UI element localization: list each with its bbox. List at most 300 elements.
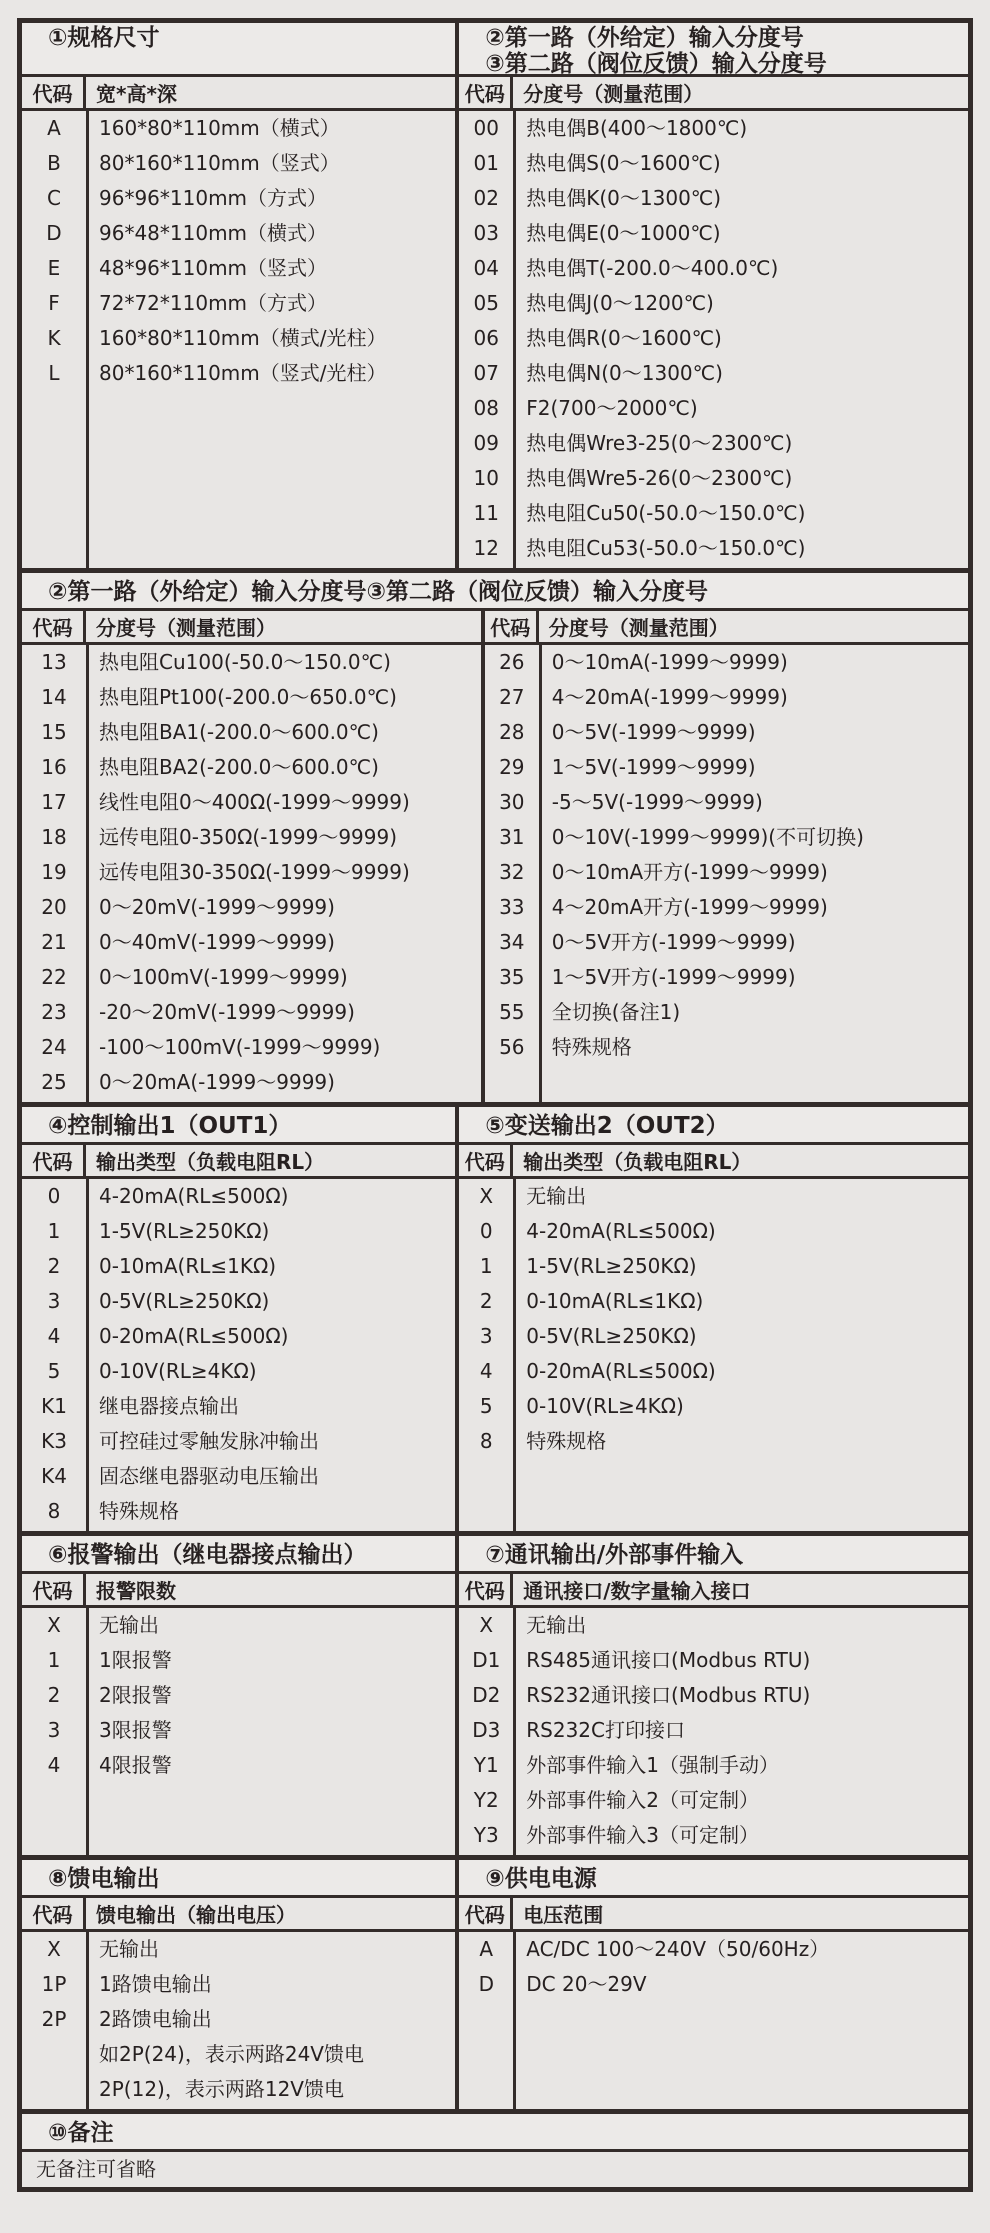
table-row bbox=[459, 286, 968, 321]
row-code: 29 bbox=[499, 755, 525, 779]
table-row bbox=[22, 321, 455, 356]
table-row bbox=[485, 645, 968, 680]
table-row bbox=[459, 1179, 968, 1214]
section-title-out1: ④控制输出1（OUT1） bbox=[22, 1107, 455, 1145]
row-code: 07 bbox=[473, 361, 499, 385]
column-header-code: 代码 bbox=[459, 1898, 513, 1929]
row-value: 0～100mV(-1999～9999) bbox=[99, 965, 348, 989]
row-value: 0～40mV(-1999～9999) bbox=[99, 930, 335, 954]
row-code: 12 bbox=[473, 536, 499, 560]
section-title-text: ①规格尺寸 bbox=[48, 25, 160, 51]
section-title-note: ⑩备注 bbox=[22, 2114, 968, 2152]
row-value: 0～20mA(-1999～9999) bbox=[99, 1070, 335, 1094]
row-value: 0～5V(-1999～9999) bbox=[551, 720, 756, 744]
table-row bbox=[22, 715, 481, 750]
row-value: 72*72*110mm（方式） bbox=[99, 291, 328, 315]
row-value: 热电偶B(400～1800℃) bbox=[526, 116, 748, 140]
table-body-feed bbox=[22, 1932, 455, 2109]
section-alarm-comm bbox=[22, 1531, 968, 1855]
row-code: 0 bbox=[47, 1184, 61, 1208]
table-row bbox=[459, 1643, 968, 1678]
row-value: 0～5V开方(-1999～9999) bbox=[551, 930, 796, 954]
row-value: 外部事件输入1（强制手动） bbox=[526, 1753, 779, 1777]
row-value: 特殊规格 bbox=[551, 1035, 632, 1059]
table-row bbox=[459, 1678, 968, 1713]
section-outputs bbox=[22, 1102, 968, 1531]
panel-input-head bbox=[455, 23, 968, 568]
row-value: 0-10mA(RL≤1KΩ) bbox=[526, 1289, 704, 1313]
table-row bbox=[22, 181, 455, 216]
table-body-out2 bbox=[459, 1179, 968, 1531]
row-value: 80*160*110mm（竖式） bbox=[99, 151, 340, 175]
table-row bbox=[22, 1424, 455, 1459]
table-row bbox=[22, 2072, 455, 2107]
row-value: 特殊规格 bbox=[526, 1429, 607, 1453]
table-row bbox=[22, 890, 481, 925]
section-title-power: ⑨供电电源 bbox=[459, 1860, 968, 1898]
row-value: 80*160*110mm（竖式/光柱） bbox=[99, 361, 387, 385]
table-body-comm bbox=[459, 1608, 968, 1855]
row-code: 16 bbox=[41, 755, 67, 779]
row-code: 28 bbox=[499, 720, 525, 744]
table-row bbox=[459, 1932, 968, 1967]
row-code: 19 bbox=[41, 860, 67, 884]
column-header-code: 代码 bbox=[459, 1145, 513, 1176]
row-code bbox=[22, 2037, 89, 2072]
row-code: 2P bbox=[41, 2007, 67, 2031]
row-code: D1 bbox=[472, 1648, 501, 1672]
row-code: X bbox=[479, 1613, 494, 1637]
row-value: 无输出 bbox=[526, 1613, 587, 1637]
row-code: 22 bbox=[41, 965, 67, 989]
row-value: 无输出 bbox=[99, 1937, 159, 1961]
column-header bbox=[22, 77, 455, 111]
panel-out1 bbox=[22, 1107, 455, 1531]
table-row bbox=[459, 111, 968, 146]
section-title-line2: ③第二路（阀位反馈）输入分度号 bbox=[485, 51, 827, 77]
column-header-code: 代码 bbox=[22, 77, 86, 108]
table-row bbox=[485, 960, 968, 995]
table-row bbox=[485, 890, 968, 925]
row-value: 1限报警 bbox=[99, 1648, 172, 1672]
row-value: 继电器接点输出 bbox=[99, 1394, 239, 1418]
table-row bbox=[22, 1608, 455, 1643]
row-value: 远传电阻30-350Ω(-1999～9999) bbox=[99, 860, 410, 884]
row-value: 1-5V(RL≥250KΩ) bbox=[99, 1219, 270, 1243]
row-value: 热电阻BA2(-200.0～600.0℃) bbox=[99, 755, 379, 779]
row-value: 固态继电器驱动电压输出 bbox=[99, 1464, 319, 1488]
table-row bbox=[22, 995, 481, 1030]
table-row bbox=[459, 1284, 968, 1319]
row-code: 06 bbox=[473, 326, 499, 350]
table-row bbox=[485, 750, 968, 785]
row-value: 4～20mA开方(-1999～9999) bbox=[551, 895, 828, 919]
row-code: L bbox=[48, 361, 60, 385]
row-code: 09 bbox=[473, 431, 499, 455]
row-value: RS232通讯接口(Modbus RTU) bbox=[526, 1683, 811, 1707]
row-code: 31 bbox=[499, 825, 525, 849]
column-header-value: 输出类型（负载电阻RL） bbox=[96, 1150, 325, 1174]
row-code: 08 bbox=[473, 396, 499, 420]
table-row bbox=[22, 251, 455, 286]
row-value: 线性电阻0～400Ω(-1999～9999) bbox=[99, 790, 410, 814]
row-code: 05 bbox=[473, 291, 499, 315]
table-row bbox=[459, 1354, 968, 1389]
section-input-continued bbox=[22, 568, 968, 1102]
row-value: 0-5V(RL≥250KΩ) bbox=[526, 1324, 697, 1348]
column-header-code: 代码 bbox=[22, 611, 86, 642]
row-code: 18 bbox=[41, 825, 67, 849]
row-value: 无输出 bbox=[526, 1184, 587, 1208]
table-row bbox=[459, 216, 968, 251]
row-value: 4限报警 bbox=[99, 1753, 172, 1777]
row-value: 热电偶E(0～1000℃) bbox=[526, 221, 721, 245]
column-header-value: 分度号（测量范围） bbox=[548, 616, 729, 640]
section-title-size bbox=[22, 23, 455, 77]
row-value: -5～5V(-1999～9999) bbox=[551, 790, 763, 814]
table-row bbox=[22, 2002, 455, 2037]
panel-comm bbox=[455, 1536, 968, 1855]
row-value: 96*96*110mm（方式） bbox=[99, 186, 328, 210]
row-value: 1路馈电输出 bbox=[99, 1972, 212, 1996]
column-header-value: 宽*高*深 bbox=[96, 82, 177, 106]
row-code: 17 bbox=[41, 790, 67, 814]
row-value: 0-10V(RL≥4KΩ) bbox=[526, 1394, 684, 1418]
row-code: K1 bbox=[41, 1394, 67, 1418]
table-row bbox=[22, 356, 455, 391]
row-value: 0-10mA(RL≤1KΩ) bbox=[99, 1254, 277, 1278]
table-row bbox=[22, 111, 455, 146]
row-code: 4 bbox=[47, 1753, 61, 1777]
row-code: 25 bbox=[41, 1070, 67, 1094]
row-code: 1P bbox=[41, 1972, 67, 1996]
table-row bbox=[22, 1643, 455, 1678]
row-code: 2 bbox=[479, 1289, 493, 1313]
table-body-power bbox=[459, 1932, 968, 2109]
row-value: 0-20mA(RL≤500Ω) bbox=[526, 1359, 716, 1383]
table-row bbox=[22, 680, 481, 715]
row-code: K4 bbox=[41, 1464, 67, 1488]
table-row bbox=[459, 1608, 968, 1643]
column-header bbox=[459, 1574, 968, 1608]
column-header bbox=[22, 1145, 455, 1179]
row-value: 3限报警 bbox=[99, 1718, 172, 1742]
table-row bbox=[22, 1389, 455, 1424]
row-code: Y1 bbox=[473, 1753, 499, 1777]
row-code: 3 bbox=[479, 1324, 493, 1348]
table-row bbox=[22, 1932, 455, 1967]
row-code: 27 bbox=[499, 685, 525, 709]
row-code: 21 bbox=[41, 930, 67, 954]
row-code: D bbox=[478, 1972, 494, 1996]
row-value: 热电阻BA1(-200.0～600.0℃) bbox=[99, 720, 379, 744]
row-code: 5 bbox=[479, 1394, 493, 1418]
row-code: 2 bbox=[47, 1254, 61, 1278]
row-value: 热电偶K(0～1300℃) bbox=[526, 186, 722, 210]
column-header bbox=[459, 1145, 968, 1179]
table-row bbox=[459, 461, 968, 496]
table-row bbox=[485, 715, 968, 750]
row-value: 热电阻Cu50(-50.0～150.0℃) bbox=[526, 501, 806, 525]
row-value: 无输出 bbox=[99, 1613, 159, 1637]
row-value: 4-20mA(RL≤500Ω) bbox=[99, 1184, 289, 1208]
table-row bbox=[22, 1030, 481, 1065]
row-value: RS485通讯接口(Modbus RTU) bbox=[526, 1648, 811, 1672]
column-header-code: 代码 bbox=[459, 1574, 513, 1605]
column-header-code: 代码 bbox=[22, 1574, 86, 1605]
row-value: -100～100mV(-1999～9999) bbox=[99, 1035, 381, 1059]
row-code: 32 bbox=[499, 860, 525, 884]
spec-table bbox=[17, 18, 973, 2192]
panel-out2 bbox=[455, 1107, 968, 1531]
row-code: 3 bbox=[47, 1289, 61, 1313]
row-code: K bbox=[47, 326, 61, 350]
row-code: 56 bbox=[499, 1035, 525, 1059]
section-title-input bbox=[459, 23, 968, 77]
row-value: 热电偶S(0～1600℃) bbox=[526, 151, 721, 175]
table-body-size bbox=[22, 111, 455, 568]
row-code: 5 bbox=[47, 1359, 61, 1383]
column-header bbox=[459, 1898, 968, 1932]
table-row bbox=[459, 1818, 968, 1853]
row-value: 4～20mA(-1999～9999) bbox=[551, 685, 788, 709]
row-code: 35 bbox=[499, 965, 525, 989]
table-row bbox=[459, 1783, 968, 1818]
table-row bbox=[22, 2037, 455, 2072]
row-value: 4-20mA(RL≤500Ω) bbox=[526, 1219, 716, 1243]
table-row bbox=[22, 925, 481, 960]
row-code: 20 bbox=[41, 895, 67, 919]
row-value: 外部事件输入2（可定制） bbox=[526, 1788, 759, 1812]
row-value: RS232C打印接口 bbox=[526, 1718, 685, 1742]
column-header-value: 通讯接口/数字量输入接口 bbox=[523, 1579, 751, 1603]
row-code: 1 bbox=[47, 1648, 61, 1672]
table-row bbox=[22, 820, 481, 855]
column-header-code: 代码 bbox=[22, 1145, 86, 1176]
row-value: 如2P(24)，表示两路24V馈电 bbox=[99, 2042, 364, 2066]
table-row bbox=[459, 426, 968, 461]
section-title-out2: ⑤变送输出2（OUT2） bbox=[459, 1107, 968, 1145]
section-size-and-input bbox=[22, 23, 968, 568]
table-row bbox=[459, 1424, 968, 1459]
table-row bbox=[485, 855, 968, 890]
table-row bbox=[459, 1748, 968, 1783]
row-code bbox=[22, 2072, 89, 2107]
row-code: 15 bbox=[41, 720, 67, 744]
column-header-code: 代码 bbox=[22, 1898, 86, 1929]
table-row bbox=[22, 1459, 455, 1494]
row-value: 热电偶R(0～1600℃) bbox=[526, 326, 722, 350]
row-value: 热电阻Cu53(-50.0～150.0℃) bbox=[526, 536, 806, 560]
row-code: D bbox=[46, 221, 62, 245]
row-value: 96*48*110mm（横式） bbox=[99, 221, 328, 245]
table-row bbox=[22, 785, 481, 820]
row-code: X bbox=[47, 1613, 61, 1637]
row-value: 热电偶Wre5-26(0～2300℃) bbox=[526, 466, 793, 490]
row-code: 55 bbox=[499, 1000, 525, 1024]
column-header-code: 代码 bbox=[459, 77, 513, 108]
row-code: 1 bbox=[47, 1219, 61, 1243]
panel-input-right bbox=[481, 611, 968, 1102]
table-row bbox=[22, 216, 455, 251]
row-code: Y2 bbox=[473, 1788, 499, 1812]
row-code: 11 bbox=[473, 501, 499, 525]
panel-input-left bbox=[22, 611, 481, 1102]
table-row bbox=[485, 680, 968, 715]
column-header-value: 电压范围 bbox=[523, 1903, 604, 1927]
table-row bbox=[22, 1748, 455, 1783]
row-value: 可控硅过零触发脉冲输出 bbox=[99, 1429, 319, 1453]
row-code: 1 bbox=[479, 1254, 493, 1278]
section-title-comm: ⑦通讯输出/外部事件输入 bbox=[459, 1536, 968, 1574]
table-row bbox=[22, 1678, 455, 1713]
table-body-alarm bbox=[22, 1608, 455, 1855]
row-value: 0～10V(-1999～9999)(不可切换) bbox=[551, 825, 864, 849]
row-value: 2P(12)，表示两路12V馈电 bbox=[99, 2077, 344, 2101]
table-row bbox=[459, 1214, 968, 1249]
row-code: 14 bbox=[41, 685, 67, 709]
row-value: -20～20mV(-1999～9999) bbox=[99, 1000, 355, 1024]
row-code: 13 bbox=[41, 650, 67, 674]
column-header bbox=[459, 77, 968, 111]
row-code: B bbox=[47, 151, 61, 175]
row-value: 热电偶J(0～1200℃) bbox=[526, 291, 714, 315]
column-header bbox=[22, 1574, 455, 1608]
table-row bbox=[459, 146, 968, 181]
table-row bbox=[459, 391, 968, 426]
row-code: 8 bbox=[479, 1429, 493, 1453]
row-code: 2 bbox=[47, 1683, 61, 1707]
row-code: 00 bbox=[473, 116, 499, 140]
row-code: D3 bbox=[472, 1718, 501, 1742]
table-row bbox=[22, 960, 481, 995]
row-code: 33 bbox=[499, 895, 525, 919]
section-title-line1: ②第一路（外给定）输入分度号 bbox=[485, 25, 804, 51]
table-row bbox=[459, 181, 968, 216]
table-row bbox=[22, 1249, 455, 1284]
row-value: 0-5V(RL≥250KΩ) bbox=[99, 1289, 270, 1313]
row-code: K3 bbox=[41, 1429, 67, 1453]
row-code: 01 bbox=[473, 151, 499, 175]
row-value: 远传电阻0-350Ω(-1999～9999) bbox=[99, 825, 398, 849]
table-row bbox=[485, 785, 968, 820]
table-row bbox=[22, 146, 455, 181]
table-row bbox=[22, 645, 481, 680]
table-row bbox=[459, 1713, 968, 1748]
row-code: D2 bbox=[472, 1683, 501, 1707]
row-value: 外部事件输入3（可定制） bbox=[526, 1823, 759, 1847]
row-code: 26 bbox=[499, 650, 525, 674]
row-code: 03 bbox=[473, 221, 499, 245]
table-row bbox=[22, 1319, 455, 1354]
row-code: F bbox=[48, 291, 60, 315]
table-row bbox=[22, 1065, 481, 1100]
row-value: 2限报警 bbox=[99, 1683, 172, 1707]
column-header-value: 分度号（测量范围） bbox=[96, 616, 276, 640]
row-value: 1～5V(-1999～9999) bbox=[551, 755, 756, 779]
row-code: 04 bbox=[473, 256, 499, 280]
table-row bbox=[459, 356, 968, 391]
column-header-value: 输出类型（负载电阻RL） bbox=[523, 1150, 752, 1174]
table-row bbox=[22, 1967, 455, 2002]
table-row bbox=[459, 1389, 968, 1424]
section-title-input-continued: ②第一路（外给定）输入分度号③第二路（阀位反馈）输入分度号 bbox=[22, 573, 968, 611]
column-header-code: 代码 bbox=[485, 611, 539, 642]
section-feed-power bbox=[22, 1855, 968, 2109]
column-header-value: 报警限数 bbox=[96, 1579, 176, 1603]
column-header bbox=[22, 611, 481, 645]
section-note bbox=[22, 2109, 968, 2187]
panel-feed bbox=[22, 1860, 455, 2109]
row-value: 热电阻Cu100(-50.0～150.0℃) bbox=[99, 650, 391, 674]
row-code: X bbox=[47, 1937, 61, 1961]
row-value: 0～10mA开方(-1999～9999) bbox=[551, 860, 828, 884]
row-code: 0 bbox=[479, 1219, 493, 1243]
table-body-input-right bbox=[485, 645, 968, 1102]
table-row bbox=[485, 1030, 968, 1065]
row-value: 2路馈电输出 bbox=[99, 2007, 212, 2031]
row-code: 02 bbox=[473, 186, 499, 210]
row-code: X bbox=[479, 1184, 494, 1208]
row-value: 热电偶N(0～1300℃) bbox=[526, 361, 723, 385]
section-title-alarm: ⑥报警输出（继电器接点输出） bbox=[22, 1536, 455, 1574]
row-code: 4 bbox=[479, 1359, 493, 1383]
table-row bbox=[22, 1494, 455, 1529]
table-body-input-head bbox=[459, 111, 968, 568]
row-code: Y3 bbox=[473, 1823, 499, 1847]
row-value: 0-20mA(RL≤500Ω) bbox=[99, 1324, 289, 1348]
table-row bbox=[459, 1967, 968, 2002]
table-row bbox=[22, 750, 481, 785]
row-code: 23 bbox=[41, 1000, 67, 1024]
column-header bbox=[485, 611, 968, 645]
panel-power bbox=[455, 1860, 968, 2109]
row-code: 34 bbox=[499, 930, 525, 954]
table-body-input-left bbox=[22, 645, 481, 1102]
table-body-out1 bbox=[22, 1179, 455, 1531]
row-code: 24 bbox=[41, 1035, 67, 1059]
row-value: 48*96*110mm（竖式） bbox=[99, 256, 328, 280]
table-row bbox=[485, 925, 968, 960]
row-value: 全切换(备注1) bbox=[551, 1000, 681, 1024]
row-value: 160*80*110mm（横式） bbox=[99, 116, 340, 140]
note-text: 无备注可省略 bbox=[36, 2157, 156, 2181]
panel-size bbox=[22, 23, 455, 568]
column-header-value: 分度号（测量范围） bbox=[523, 82, 704, 106]
row-code: C bbox=[47, 186, 61, 210]
row-code: 30 bbox=[499, 790, 525, 814]
table-row bbox=[459, 321, 968, 356]
table-row bbox=[485, 995, 968, 1030]
row-value: 0～20mV(-1999～9999) bbox=[99, 895, 335, 919]
row-value: 特殊规格 bbox=[99, 1499, 179, 1523]
table-row bbox=[459, 496, 968, 531]
row-value: 热电阻Pt100(-200.0～650.0℃) bbox=[99, 685, 397, 709]
row-value: 0～10mA(-1999～9999) bbox=[551, 650, 788, 674]
row-value: 热电偶Wre3-25(0～2300℃) bbox=[526, 431, 793, 455]
table-row bbox=[459, 1249, 968, 1284]
table-row bbox=[22, 1179, 455, 1214]
row-code: 10 bbox=[473, 466, 499, 490]
row-code: A bbox=[479, 1937, 494, 1961]
row-value: 1～5V开方(-1999～9999) bbox=[551, 965, 796, 989]
row-value: F2(700～2000℃) bbox=[526, 396, 698, 420]
row-value: DC 20～29V bbox=[526, 1972, 647, 1996]
row-code: A bbox=[47, 116, 61, 140]
column-header bbox=[22, 1898, 455, 1932]
table-row bbox=[22, 286, 455, 321]
row-value: 0-10V(RL≥4KΩ) bbox=[99, 1359, 257, 1383]
